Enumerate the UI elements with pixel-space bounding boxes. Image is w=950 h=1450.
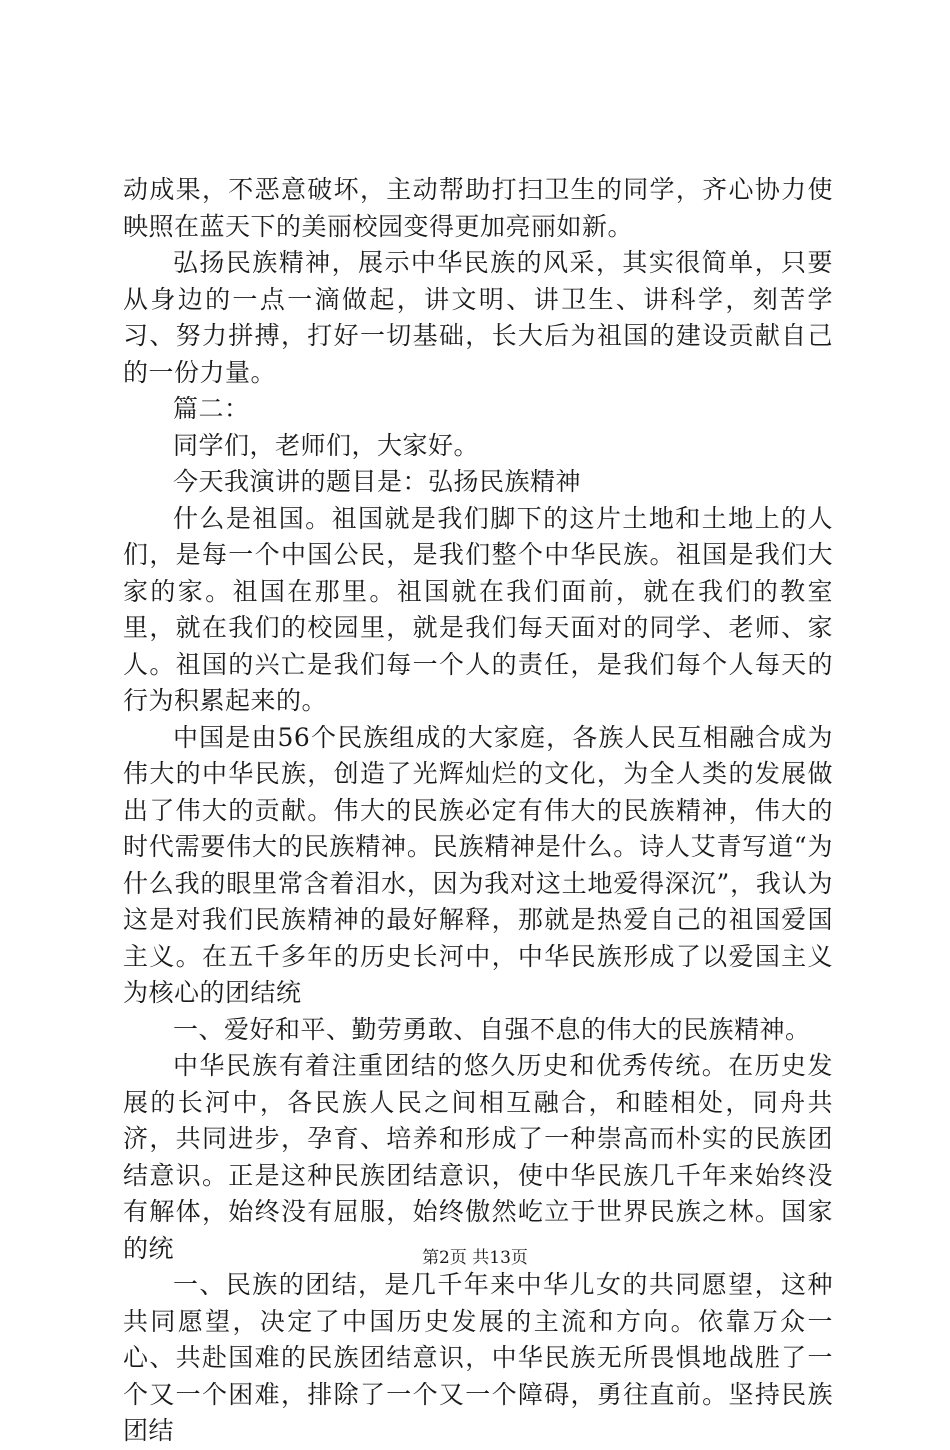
body-paragraph: 弘扬民族精神，展示中华民族的风采，其实很简单，只要从身边的一点一滴做起，讲文明、讲卫生、讲科学，刻苦学习、努力拼搏，打好一切基础，长大后为祖国的建设贡献自己的一份力量。 [123,248,833,387]
body-paragraph: 今天我演讲的题目是：弘扬民族精神 [173,467,582,496]
body-paragraph: 同学们，老师们，大家好。 [173,430,480,460]
body-paragraph: 中国是由56个民族组成的大家庭，各族人民互相融合成为伟大的中华民族，创造了光辉灿烂的文化，为全人类的发展做出了伟大的贡献。伟大的民族必定有伟大的民族精神，伟大的时代需要伟大的民族精神。民族精神是什么。诗人艾青写道“为什么我的眼里常含着泪水，因为我对这土地爱得深沉”，我认为这是对我们民族精神的最好解释，那就是热爱自己的祖国爱国主义。在五千多年的历史长河中，中华民族形成了以爱国主义为核心的团结统 [123,722,833,1007]
body-paragraph: 篇二： [173,394,250,423]
body-paragraph: 一、爱好和平、勤劳勇敢、自强不息的伟大的民族精神。 [173,1014,811,1044]
page-footer: 第2页 共13页 [422,1248,528,1268]
body-paragraph: 中华民族有着注重团结的悠久历史和优秀传统。在历史发展的长河中，各民族人民之间相互融合，和睦相处，同舟共济，共同进步，孕育、培养和形成了一种崇高而朴实的民族团结意识。正是这种民族团结意识，使中华民族几千年来始终没有解体，始终没有屈服，始终傲然屹立于世界民族之林。国家的统 [123,1051,833,1263]
body-paragraph: 动成果，不恶意破坏，主动帮助打扫卫生的同学，齐心协力使映照在蓝天下的美丽校园变得更加亮丽如新。 [123,175,833,241]
body-paragraph: 一、民族的团结，是几千年来中华儿女的共同愿望，这种共同愿望，决定了中国历史发展的主流和方向。依靠万众一心、共赴国难的民族团结意识，中华民族无所畏惧地战胜了一个又一个困难，排除了一个又一个障碍，勇往直前。坚持民族团结 [123,1270,833,1445]
body-paragraph: 什么是祖国。祖国就是我们脚下的这片土地和土地上的人们，是每一个中国公民，是我们整个中华民族。祖国是我们大家的家。祖国在那里。祖国就在我们面前，就在我们的教室里，就在我们的校园里，就是我们每天面对的同学、老师、家人。祖国的兴亡是我们每一个人的责任，是我们每个人每天的行为积累起来的。 [123,503,833,715]
